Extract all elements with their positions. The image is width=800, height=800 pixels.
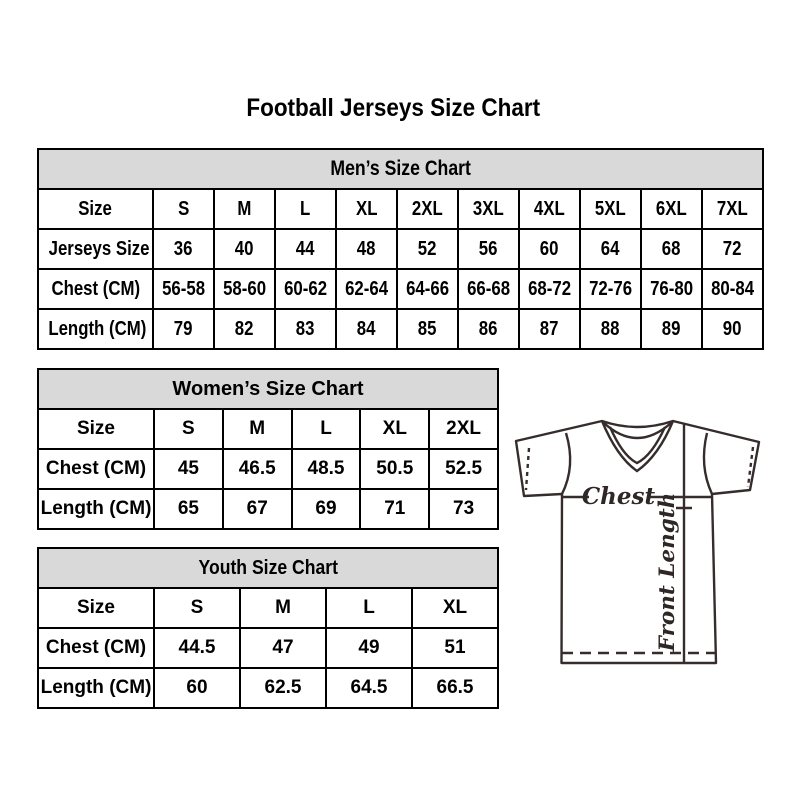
- value-cell: [336, 309, 397, 349]
- row-label: [38, 489, 154, 529]
- cell-text: 2XL: [446, 418, 482, 439]
- cell-text: 60-62: [284, 277, 327, 300]
- cell-text: 76-80: [650, 277, 693, 300]
- cell-text: 2XL: [412, 197, 443, 220]
- value-cell: [153, 229, 214, 269]
- value-cell: [360, 449, 429, 489]
- cell-text: 86: [479, 317, 498, 340]
- value-cell: [153, 309, 214, 349]
- cell-text: 89: [662, 317, 681, 340]
- table-row: [38, 309, 763, 349]
- cell-text: 3XL: [473, 197, 504, 220]
- cell-text: Jerseys Size: [48, 237, 150, 260]
- cell-text: 73: [453, 498, 475, 519]
- cell-text: 7XL: [717, 197, 748, 220]
- value-cell: [326, 668, 412, 708]
- cell-text: 62.5: [264, 677, 302, 698]
- page-title-text: Football Jerseys Size Chart: [246, 94, 540, 122]
- cell-text: S: [177, 197, 190, 220]
- column-header: [412, 588, 498, 628]
- cell-text: 67: [246, 498, 268, 519]
- cell-text: M: [275, 597, 291, 618]
- cell-text: 64.5: [350, 677, 388, 698]
- value-cell: [214, 269, 275, 309]
- column-header: [641, 189, 702, 229]
- value-cell: [458, 269, 519, 309]
- table-row: [38, 668, 498, 708]
- row-label: [38, 668, 154, 708]
- cell-text: 82: [235, 317, 254, 340]
- cell-text: XL: [442, 597, 468, 618]
- value-cell: [275, 309, 336, 349]
- cell-text: 84: [357, 317, 376, 340]
- column-header: [519, 189, 580, 229]
- value-cell: [397, 229, 458, 269]
- column-header: [326, 588, 412, 628]
- table-row: [38, 269, 763, 309]
- cell-text: S: [190, 597, 204, 618]
- page-title: [37, 90, 749, 126]
- left-cuff-dash-icon: [526, 448, 529, 490]
- front-length-label: Front Length: [655, 492, 680, 652]
- cell-text: Chest (CM): [45, 637, 147, 658]
- table-title: [38, 548, 498, 588]
- cell-text: 79: [174, 317, 193, 340]
- column-header: [240, 588, 326, 628]
- column-header: [153, 189, 214, 229]
- value-cell: [580, 309, 641, 349]
- value-cell: [702, 229, 763, 269]
- table-title: [38, 149, 763, 189]
- cell-text: 6XL: [656, 197, 687, 220]
- value-cell: [154, 449, 223, 489]
- cell-text: Length (CM): [40, 677, 152, 698]
- column-header: [397, 189, 458, 229]
- table-row: [38, 449, 498, 489]
- row-label: [38, 229, 153, 269]
- cell-text: Length (CM): [48, 317, 147, 340]
- cell-text: 72: [723, 237, 742, 260]
- value-cell: [429, 489, 498, 529]
- cell-text: Size: [76, 597, 116, 618]
- value-cell: [702, 269, 763, 309]
- value-cell: [214, 309, 275, 349]
- value-cell: [412, 628, 498, 668]
- column-header: [214, 189, 275, 229]
- cell-text: 51: [444, 637, 466, 658]
- value-cell: [641, 269, 702, 309]
- cell-text: 49: [358, 637, 380, 658]
- column-header: [429, 409, 498, 449]
- cell-text: 90: [723, 317, 742, 340]
- value-cell: [360, 489, 429, 529]
- column-header: [275, 189, 336, 229]
- value-cell: [412, 668, 498, 708]
- cell-text: XL: [355, 197, 378, 220]
- youth-size-table: [37, 547, 499, 709]
- value-cell: [240, 628, 326, 668]
- cell-text: 80-84: [711, 277, 754, 300]
- cell-text: 60: [540, 237, 559, 260]
- cell-text: M: [237, 197, 252, 220]
- cell-text: 68-72: [528, 277, 571, 300]
- womens-size-table: [37, 368, 499, 530]
- cell-text: 5XL: [595, 197, 626, 220]
- cell-text: 40: [235, 237, 254, 260]
- value-cell: [519, 309, 580, 349]
- cell-text: 52.5: [445, 458, 483, 479]
- table-row: [38, 229, 763, 269]
- cell-text: 72-76: [589, 277, 632, 300]
- value-cell: [292, 489, 361, 529]
- column-header: [292, 409, 361, 449]
- cell-text: 68: [662, 237, 681, 260]
- value-cell: [641, 309, 702, 349]
- cell-text: Size: [76, 418, 116, 439]
- cell-text: 52: [418, 237, 437, 260]
- cell-text: Length (CM): [40, 498, 152, 519]
- value-cell: [326, 628, 412, 668]
- value-cell: [292, 449, 361, 489]
- cell-text: 62-64: [345, 277, 388, 300]
- column-header: [458, 189, 519, 229]
- cell-text: 87: [540, 317, 559, 340]
- value-cell: [458, 229, 519, 269]
- row-label: [38, 449, 154, 489]
- value-cell: [154, 668, 240, 708]
- cell-text: 71: [384, 498, 406, 519]
- column-header: [580, 189, 641, 229]
- cell-text: 60: [186, 677, 208, 698]
- column-header: [154, 588, 240, 628]
- row-label: [38, 269, 153, 309]
- value-cell: [458, 309, 519, 349]
- cell-text: M: [249, 418, 266, 439]
- row-header-column: [38, 189, 153, 229]
- jersey-measurement-diagram: [500, 412, 772, 674]
- cell-text: 45: [177, 458, 199, 479]
- cell-text: Youth Size Chart: [198, 556, 338, 579]
- cell-text: 64: [601, 237, 620, 260]
- value-cell: [153, 269, 214, 309]
- cell-text: L: [320, 418, 332, 439]
- table-row: [38, 628, 498, 668]
- value-cell: [154, 628, 240, 668]
- cell-text: 66.5: [436, 677, 474, 698]
- cell-text: XL: [382, 418, 407, 439]
- value-cell: [223, 489, 292, 529]
- value-cell: [154, 489, 223, 529]
- cell-text: 69: [315, 498, 337, 519]
- value-cell: [702, 309, 763, 349]
- cell-text: 64-66: [406, 277, 449, 300]
- cell-text: 50.5: [376, 458, 414, 479]
- value-cell: [275, 229, 336, 269]
- chest-label: Chest: [581, 483, 656, 510]
- value-cell: [214, 229, 275, 269]
- column-header: [223, 409, 292, 449]
- cell-text: 56-58: [162, 277, 205, 300]
- cell-text: 65: [177, 498, 199, 519]
- cell-text: Chest (CM): [51, 277, 140, 300]
- mens-size-table: [37, 148, 764, 350]
- cell-text: 46.5: [238, 458, 276, 479]
- right-sleeve-seam-icon: [704, 433, 712, 494]
- row-header-column: [38, 588, 154, 628]
- row-header-column: [38, 409, 154, 449]
- cell-text: Women’s Size Chart: [172, 377, 364, 400]
- value-cell: [397, 269, 458, 309]
- cell-text: Men’s Size Chart: [330, 157, 471, 180]
- cell-text: 88: [601, 317, 620, 340]
- table-row: [38, 489, 498, 529]
- cell-text: 85: [418, 317, 437, 340]
- cell-text: 36: [174, 237, 193, 260]
- value-cell: [519, 229, 580, 269]
- row-label: [38, 628, 154, 668]
- value-cell: [580, 229, 641, 269]
- column-header: [336, 189, 397, 229]
- cell-text: 48: [357, 237, 376, 260]
- cell-text: Size: [78, 197, 113, 220]
- value-cell: [336, 229, 397, 269]
- column-header: [154, 409, 223, 449]
- value-cell: [641, 229, 702, 269]
- value-cell: [275, 269, 336, 309]
- jersey-outline-icon: [516, 421, 759, 663]
- value-cell: [223, 449, 292, 489]
- cell-text: 56: [479, 237, 498, 260]
- cell-text: 44: [296, 237, 315, 260]
- value-cell: [429, 449, 498, 489]
- column-header: [360, 409, 429, 449]
- value-cell: [240, 668, 326, 708]
- cell-text: S: [182, 418, 195, 439]
- cell-text: L: [363, 597, 375, 618]
- column-header: [702, 189, 763, 229]
- cell-text: 83: [296, 317, 315, 340]
- row-label: [38, 309, 153, 349]
- cell-text: 66-68: [467, 277, 510, 300]
- value-cell: [580, 269, 641, 309]
- cell-text: L: [300, 197, 311, 220]
- value-cell: [397, 309, 458, 349]
- cell-text: 58-60: [223, 277, 266, 300]
- cell-text: 48.5: [307, 458, 345, 479]
- cell-text: Chest (CM): [45, 458, 147, 479]
- cell-text: 47: [272, 637, 294, 658]
- table-title: [38, 369, 498, 409]
- value-cell: [336, 269, 397, 309]
- left-sleeve-seam-icon: [562, 433, 570, 494]
- cell-text: 44.5: [178, 637, 216, 658]
- cell-text: 4XL: [534, 197, 565, 220]
- value-cell: [519, 269, 580, 309]
